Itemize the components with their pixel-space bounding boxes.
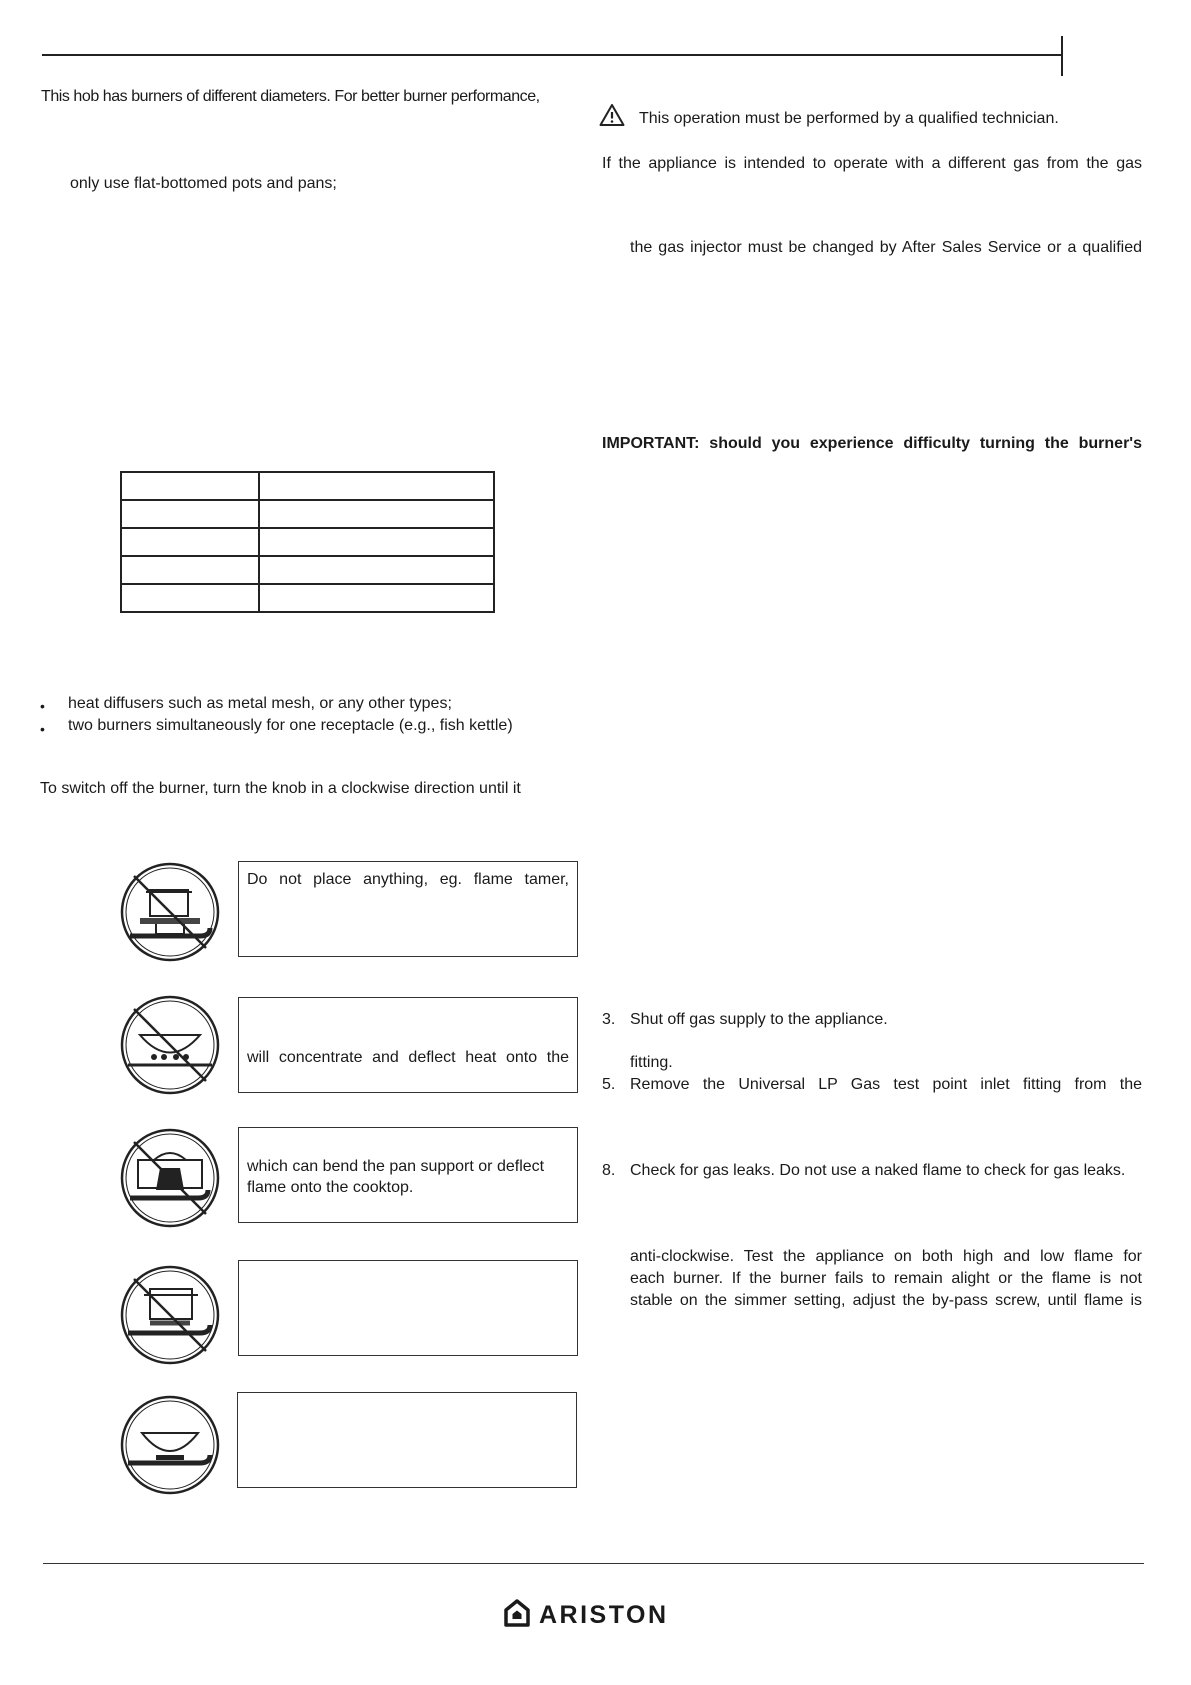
warning-box-offcentre-pot [238,1260,578,1356]
step-5-text: Remove the Universal LP Gas test point inlet fitting from the [630,1076,1142,1093]
header-rule-tick [1061,36,1063,76]
burner-value-cell [259,556,494,584]
burner-name-cell [121,472,259,500]
burner-table [120,471,495,613]
test-text-line: each burner. If the burner fails to remain alight or the flame is not [630,1270,1142,1287]
burner-table-row [121,528,494,556]
no-oversized-pot-icon [120,1128,220,1228]
burner-name-cell [121,528,259,556]
different-gas-text: If the appliance is intended to operate with a different gas from the gas [602,155,1142,172]
gas-injector-text: the gas injector must be changed by After Sales Service or a qualified [630,239,1142,256]
warning-box-wok-stand [238,997,578,1093]
header-rule [42,54,1062,56]
warning-text [247,1005,569,1026]
wok-icon [120,1395,220,1495]
warning-box-wok [237,1392,577,1488]
burner-value-cell [259,472,494,500]
burner-table-row [121,556,494,584]
step-8-text: Check for gas leaks. Do not use a naked flame to check for gas leaks. [630,1162,1126,1179]
step-number: 3. [602,1011,616,1028]
fitting-text: fitting. [630,1054,673,1071]
ariston-house-icon [503,1598,531,1633]
burner-value-cell [259,500,494,528]
flat-pots-text: only use flat-bottomed pots and pans; [70,175,337,192]
burner-name-cell [121,584,259,612]
test-text-line: anti-clockwise. Test the appliance on both high and low flame for [630,1248,1142,1265]
warning-text: Do not place anything, eg. flame tamer, [247,871,569,888]
step-number: 8. [602,1162,616,1179]
no-wok-stand-icon [120,995,220,1095]
burner-table-row [121,584,494,612]
burner-value-cell [259,528,494,556]
switch-off-text: To switch off the burner, turn the knob in a clockwise direction until it [40,780,521,797]
warning-box-oversized-pot [238,1127,578,1223]
bullet-item-heat-diffusers: heat diffusers such as metal mesh, or any other types; [68,695,452,712]
important-notice: IMPORTANT: should you experience difficulty turning the burner's [602,435,1142,452]
burner-table-row [121,500,494,528]
warning-text: which can bend the pan support or deflect [247,1158,545,1175]
bullet-item-two-burners: two burners simultaneously for one receptacle (e.g., fish kettle) [68,717,513,734]
warning-box-flame-tamer [238,861,578,957]
test-text-line: stable on the simmer setting, adjust the by-pass screw, until flame is [630,1292,1142,1309]
no-flame-tamer-icon [120,862,220,962]
warning-text [247,1135,569,1156]
warning-triangle-icon [599,103,625,127]
bullet-marker: • [40,721,45,737]
burner-name-cell [121,556,259,584]
brand-name: ARISTON [539,1601,669,1629]
warning-text [247,1026,569,1047]
burner-table-row [121,472,494,500]
burner-name-cell [121,500,259,528]
bullet-marker: • [40,698,45,714]
warning-text: will concentrate and deflect heat onto the [247,1049,569,1066]
warning-text: flame onto the cooktop. [247,1179,414,1196]
technician-notice: This operation must be performed by a qualified technician. [639,110,1059,127]
no-offcentre-pot-icon [120,1265,220,1365]
footer-rule [43,1563,1144,1564]
intro-text: This hob has burners of different diameters. For better burner performance, [41,88,540,105]
step-3-text: Shut off gas supply to the appliance. [630,1011,888,1028]
step-number: 5. [602,1076,616,1093]
burner-value-cell [259,584,494,612]
footer-logo [503,1598,669,1633]
